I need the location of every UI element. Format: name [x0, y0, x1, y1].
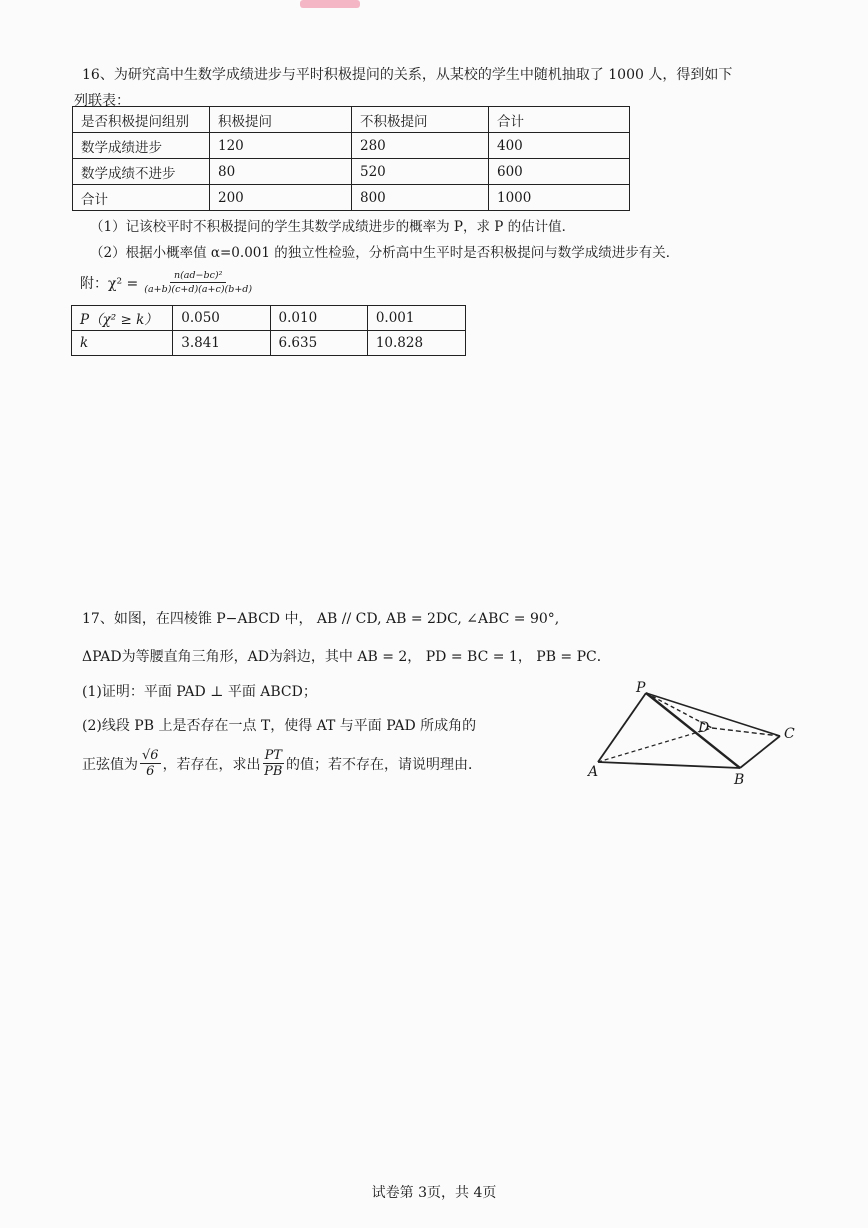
label-p: P — [636, 680, 646, 696]
edge-pb — [646, 693, 740, 768]
contingency-table — [72, 106, 630, 211]
label-b: B — [734, 772, 745, 788]
question-17-line-1: 17、如图，在四棱锥 P−ABCD 中， AB // CD, AB = 2DC, ∠ABC = 90°, — [82, 611, 560, 627]
table-cell: 1000 — [489, 185, 630, 211]
header-cell: 不积极提问 — [352, 107, 489, 133]
formula-fraction — [144, 270, 252, 295]
table-cell: 400 — [489, 133, 630, 159]
formula-denominator: (a+b)(c+d)(a+c)(b+d) — [144, 284, 253, 295]
question-17-line-2: ΔPAD为等腰直角三角形，AD为斜边，其中 AB = 2， PD = BC = 1， PB = PC． — [82, 649, 611, 665]
question-17-part-1: (1)证明：平面 PAD ⊥ 平面 ABCD； — [82, 684, 317, 700]
fraction-denominator: PB — [264, 764, 283, 779]
question-17-part-2-line-1: (2)线段 PB 上是否存在一点 T，使得 AT 与平面 PAD 所成角的 — [82, 718, 477, 734]
question-16-line-2: 列联表： — [74, 93, 130, 109]
header-cell: 是否积极提问组别 — [73, 107, 210, 133]
edge-ad — [598, 728, 712, 762]
table-cell: 3.841 — [173, 331, 270, 356]
chi-square-formula — [80, 270, 252, 295]
label-a: A — [588, 764, 599, 780]
ratio-fraction — [263, 748, 284, 779]
top-margin-mark — [300, 0, 360, 8]
fraction-numerator: √6 — [142, 748, 159, 763]
edge-pc — [646, 693, 780, 736]
critical-value-table — [71, 305, 466, 356]
sine-value-fraction — [140, 748, 161, 779]
table-row — [73, 185, 630, 211]
question-16-part-2: （2）根据小概率值 α=0.001 的独立性检验，分析高中生平时是否积极提问与数学成绩进步有关． — [90, 245, 680, 261]
table-row — [72, 331, 466, 356]
table-cell: 0.010 — [270, 306, 367, 331]
table-cell: k — [72, 331, 173, 356]
question-16-line-1: 16、为研究高中生数学成绩进步与平时积极提问的关系，从某校的学生中随机抽取了 1000 人，得到如下 — [82, 67, 733, 83]
header-cell: 合计 — [489, 107, 630, 133]
edge-pa — [598, 693, 646, 762]
table-row — [73, 133, 630, 159]
table-cell: 200 — [210, 185, 352, 211]
table-cell: 数学成绩不进步 — [73, 159, 210, 185]
label-c: C — [784, 726, 795, 742]
table-cell: 800 — [352, 185, 489, 211]
question-16-part-1: （1）记该校平时不积极提问的学生其数学成绩进步的概率为 P，求 P 的估计值． — [90, 219, 576, 235]
table-cell: 80 — [210, 159, 352, 185]
table-cell: 10.828 — [367, 331, 465, 356]
table-cell: 0.050 — [173, 306, 270, 331]
label-d: D — [698, 720, 710, 736]
formula-numerator: n(ad−bc)² — [170, 270, 226, 283]
table-cell: 280 — [352, 133, 489, 159]
fraction-denominator: 6 — [146, 764, 155, 779]
line5-pre: 正弦值为 — [82, 756, 138, 773]
header-cell: 积极提问 — [210, 107, 352, 133]
edge-bc — [740, 736, 780, 768]
table-cell: 0.001 — [367, 306, 465, 331]
table-header-row — [73, 107, 630, 133]
table-cell: 120 — [210, 133, 352, 159]
table-cell: 520 — [352, 159, 489, 185]
table-cell: 数学成绩进步 — [73, 133, 210, 159]
table-row — [72, 306, 466, 331]
question-17-part-2-line-2 — [82, 748, 482, 779]
pyramid-diagram — [580, 678, 810, 788]
table-cell: P（χ² ≥ k） — [72, 306, 173, 331]
table-cell: 合计 — [73, 185, 210, 211]
fraction-numerator: PT — [264, 748, 282, 763]
edge-ab — [598, 762, 740, 768]
page-footer: 试卷第 3页，共 4页 — [371, 1185, 497, 1201]
table-cell: 6.635 — [270, 331, 367, 356]
appendix-label: 附：χ² = — [80, 275, 139, 292]
table-row — [73, 159, 630, 185]
line5-mid: ，若存在，求出 — [162, 756, 261, 773]
table-cell: 600 — [489, 159, 630, 185]
line5-post: 的值；若不存在，请说明理由． — [285, 756, 482, 773]
